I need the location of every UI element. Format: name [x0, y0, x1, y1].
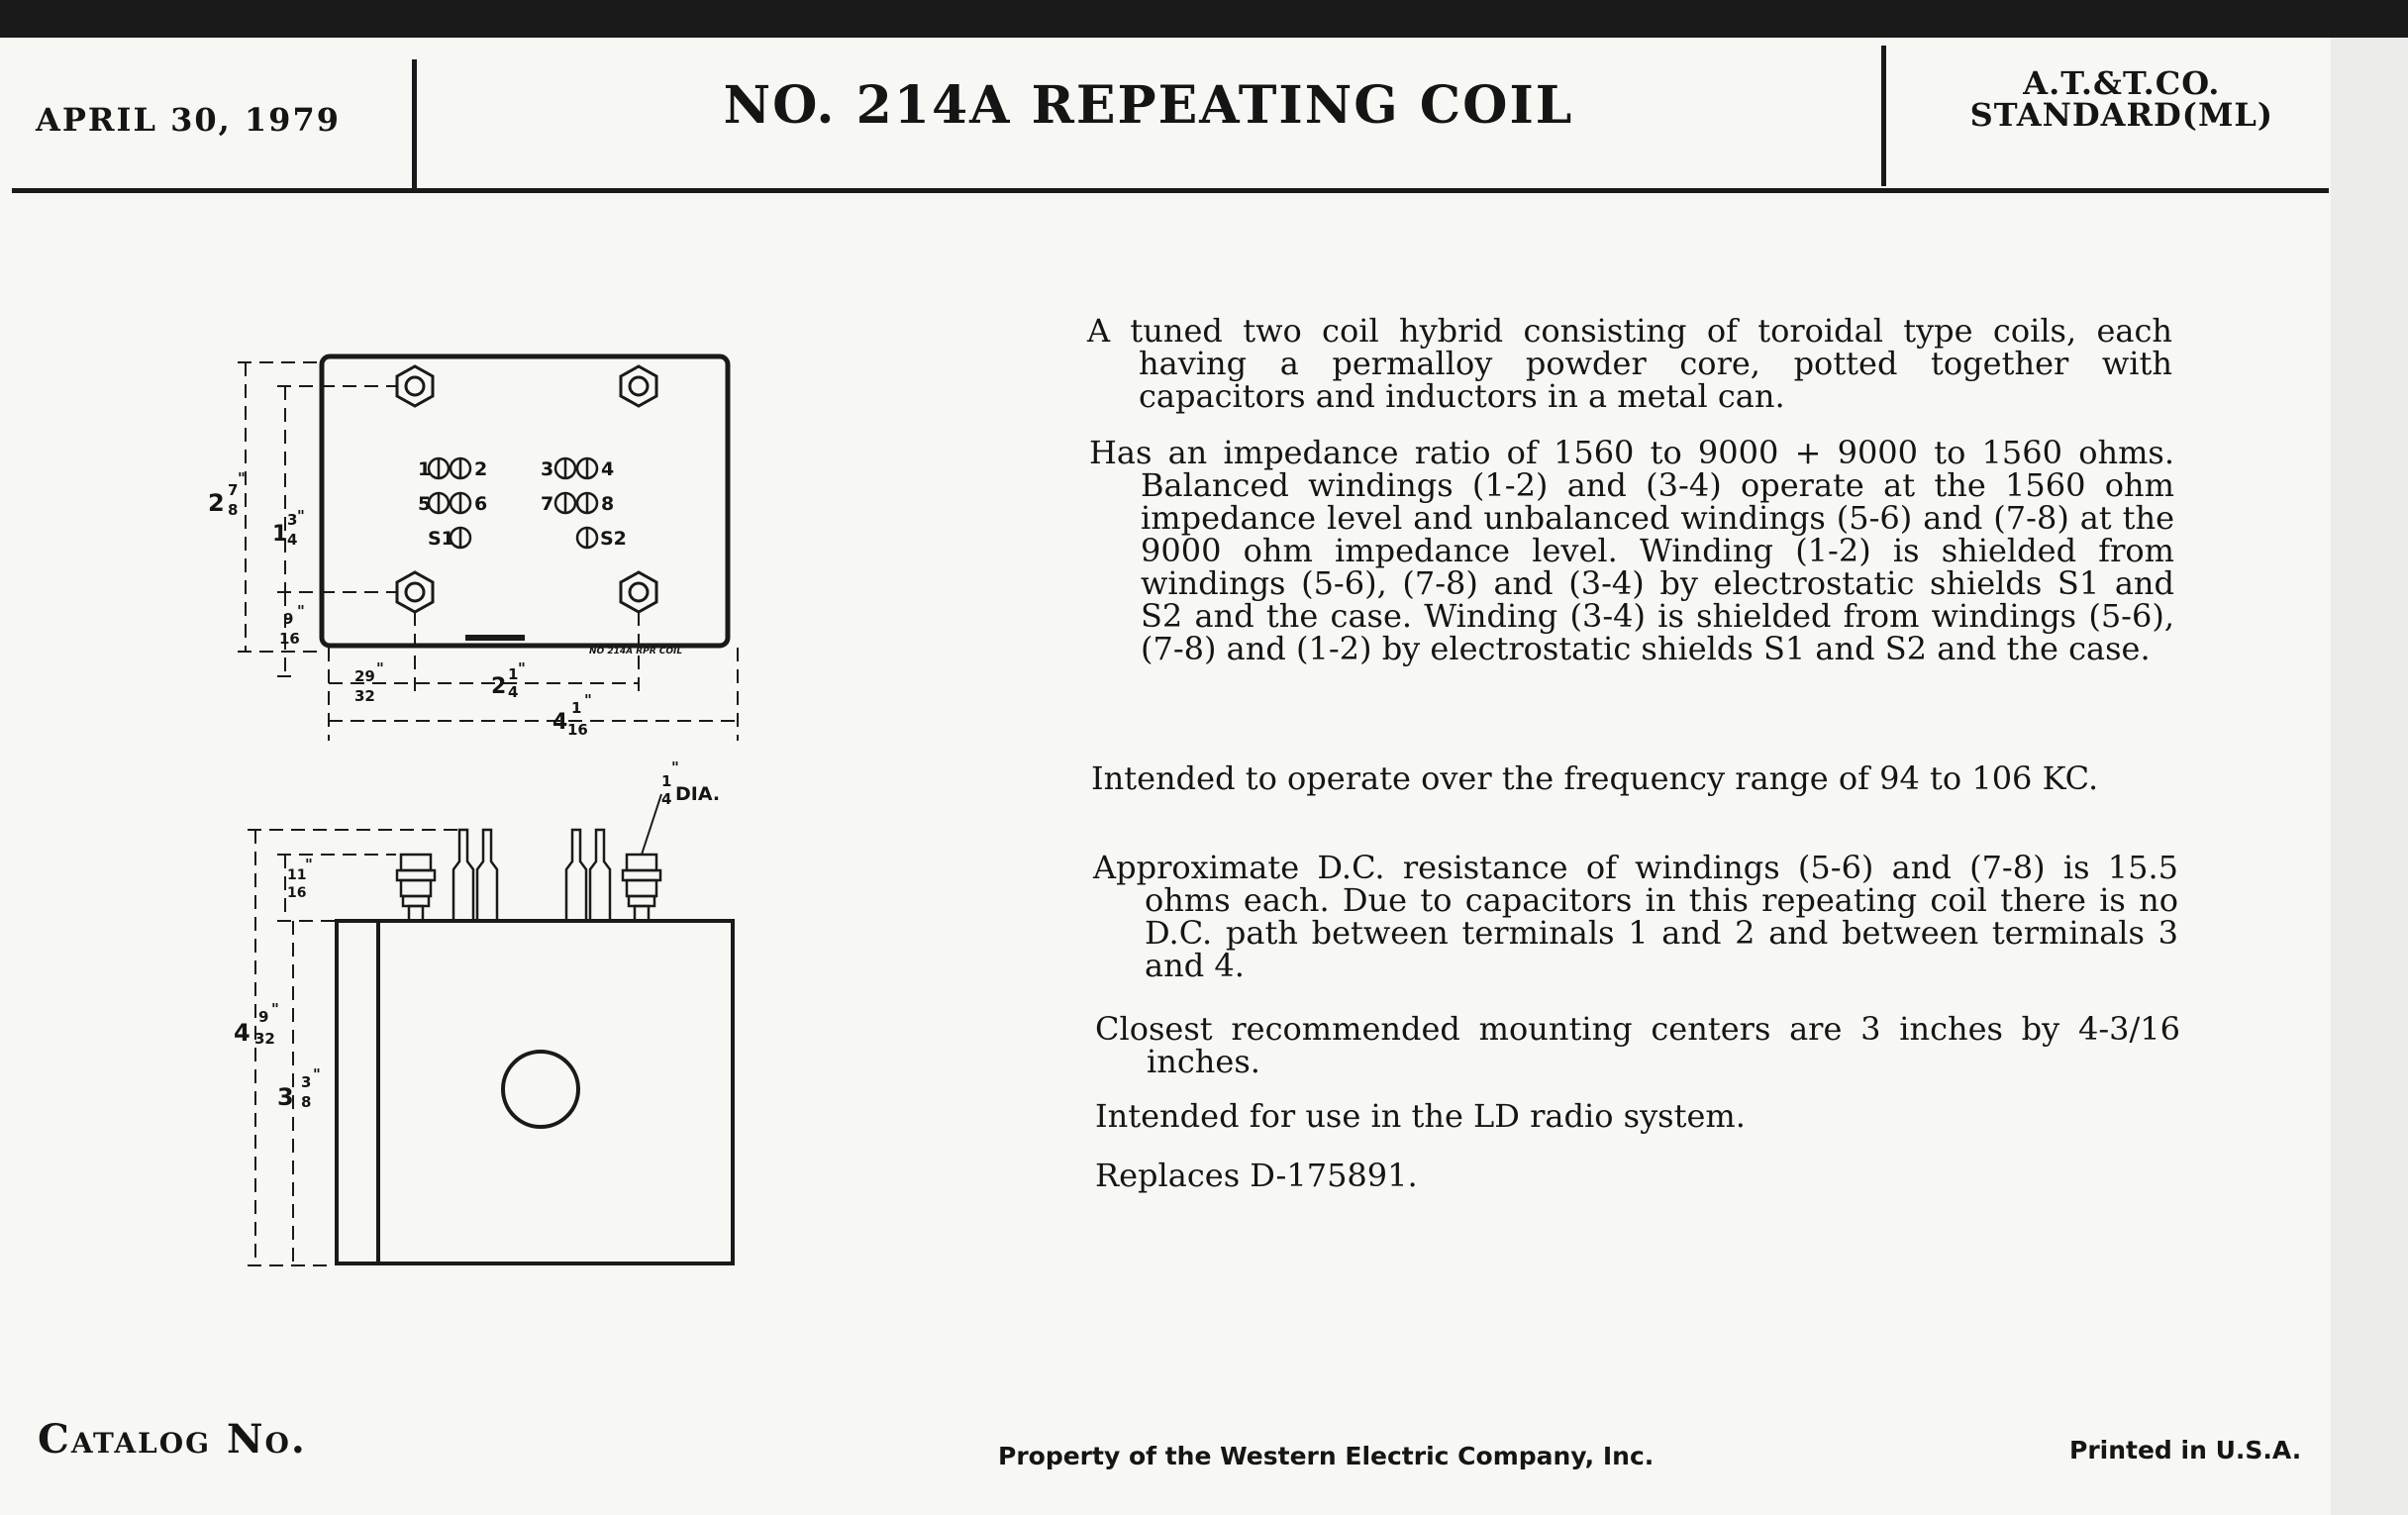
dim-dia-label: DIA. — [675, 783, 721, 805]
dim-low-inch: " — [297, 602, 305, 620]
dim-inner-den: 4 — [287, 531, 298, 549]
label-terminal-2: 2 — [474, 458, 488, 480]
label-terminal-8: 8 — [601, 493, 615, 515]
label-terminal-7: 7 — [541, 493, 554, 515]
label-terminal-1: 1 — [418, 458, 432, 480]
dim-low-num: 9 — [283, 610, 294, 628]
mounting-nut-bottom-left — [397, 572, 433, 612]
issue-date: APRIL 30, 1979 — [36, 101, 341, 139]
dim-stud-inch: " — [305, 856, 313, 873]
header-rule — [12, 188, 2329, 193]
dim-body-inch: " — [313, 1065, 321, 1083]
top-view-outline — [322, 356, 728, 646]
top-view-dimension-lines — [238, 362, 738, 741]
dim-stud-num: 11 — [287, 867, 307, 883]
label-terminal-5: 5 — [418, 493, 432, 515]
mounting-nut-top-right — [621, 366, 656, 406]
org-line-1: A.T.&T.CO. — [2023, 64, 2221, 102]
dim-inner-num: 3 — [287, 511, 298, 529]
terminal-pair-5-6 — [429, 493, 470, 513]
description-paragraph: Intended to operate over the frequency range of 94 to 106 KC. — [1091, 759, 2099, 797]
dim-body-num: 3 — [301, 1073, 312, 1091]
terminal-pair-7-8 — [555, 493, 597, 513]
label-terminal-3: 3 — [541, 458, 554, 480]
dim-height-num: 7 — [228, 481, 239, 499]
dim-dia-inch: " — [671, 758, 679, 776]
label-terminal-s2: S2 — [600, 528, 627, 550]
dim-total-den: 32 — [254, 1030, 275, 1048]
mounting-nut-bottom-right — [621, 572, 656, 612]
terminal-pair-3-4 — [555, 458, 597, 478]
dim-height-den: 8 — [228, 501, 239, 519]
terminal-pair-1-2 — [429, 458, 470, 478]
dim-left-num: 29 — [354, 667, 375, 685]
description-paragraph: Replaces D-175891. — [1095, 1157, 1418, 1194]
dim-total-num: 9 — [258, 1008, 269, 1026]
label-terminal-4: 4 — [601, 458, 615, 480]
standard-label — [1969, 64, 2273, 134]
dim-width-den: 16 — [567, 721, 588, 739]
catalog-number-label: Catalog No. — [38, 1416, 307, 1463]
dim-height-whole: 2 — [208, 489, 225, 517]
terminal-s2 — [577, 528, 597, 548]
dim-span-inch: " — [518, 659, 526, 677]
dim-inner-whole: 1 — [272, 522, 288, 547]
dim-body-whole: 3 — [277, 1083, 294, 1111]
dim-width-inch: " — [584, 691, 592, 709]
dim-span-whole: 2 — [491, 674, 507, 699]
dim-stud-den: 16 — [287, 885, 307, 901]
header-divider-left — [412, 59, 417, 188]
nameplate-text: NO 214A RPR COIL — [589, 647, 683, 656]
coil-dimension-drawing — [198, 315, 792, 1285]
stud-right — [623, 794, 661, 921]
label-terminal-s1: S1 — [428, 528, 454, 550]
dim-low-den: 16 — [279, 630, 300, 648]
dim-total-inch: " — [271, 1000, 279, 1018]
printed-in-notice: Printed in U.S.A. — [2069, 1436, 2302, 1464]
dim-span-den: 4 — [508, 683, 519, 701]
dim-left-inch: " — [376, 659, 384, 677]
dim-width-num: 1 — [571, 699, 582, 717]
label-terminal-6: 6 — [474, 493, 488, 515]
dim-inner-inch: " — [297, 507, 305, 525]
side-view — [248, 794, 733, 1265]
side-view-port — [503, 1052, 578, 1127]
card-edge — [2331, 38, 2408, 1515]
dim-width-whole: 4 — [552, 710, 568, 735]
description-paragraph: Approximate D.C. resistance of windings (5-6) and (7-8) is 15.5 ohms each. Due to capacitors in this repeating coil there is no D.C. path between terminals 1 and 2 and between terminals 3 and 4. — [1093, 849, 2178, 984]
dim-body-den: 8 — [301, 1093, 312, 1111]
description-paragraph: Closest recommended mounting centers are 3 inches by 4-3/16 inches. — [1095, 1010, 2180, 1080]
header-divider-right — [1881, 46, 1886, 186]
dim-height-inch: " — [238, 469, 246, 487]
side-view-body — [337, 921, 733, 1263]
ownership-notice: Property of the Western Electric Company, Inc. — [998, 1442, 1655, 1470]
description-paragraph: Intended for use in the LD radio system. — [1095, 1097, 1746, 1135]
dim-dia-den: 4 — [661, 790, 672, 808]
dim-left-den: 32 — [354, 687, 375, 705]
catalog-card — [0, 38, 2408, 1515]
dim-span-num: 1 — [508, 665, 519, 683]
mounting-nut-top-left — [397, 366, 433, 406]
stud-left — [397, 855, 435, 921]
dim-dia-num: 1 — [661, 772, 672, 790]
org-line-2: STANDARD(ML) — [1969, 96, 2273, 134]
dim-total-whole: 4 — [234, 1019, 251, 1047]
terminal-pins — [453, 830, 610, 921]
page-title: NO. 214A REPEATING COIL — [723, 75, 1574, 136]
description-paragraph: Has an impedance ratio of 1560 to 9000 + 9000 to 1560 ohms. Balanced windings (1-2) and (3-4) operate at the 1560 ohm impedance level and unbalanced windings (5-6) and (7-8) at the 9000 ohm impedance level. Winding (1-2) is shielded from windings (5-6), (7-8) and (3-4) by electrostatic shields S1 and S2 and the case. Winding (3-4) is shielded from windings (5-6), (7-8) and (1-2) by electrostatic shields S1 and S2 and the case. — [1089, 434, 2174, 667]
description-paragraph: A tuned two coil hybrid consisting of toroidal type coils, each having a permalloy powder core, potted together with capacitors and inductors in a metal can. — [1087, 312, 2172, 415]
